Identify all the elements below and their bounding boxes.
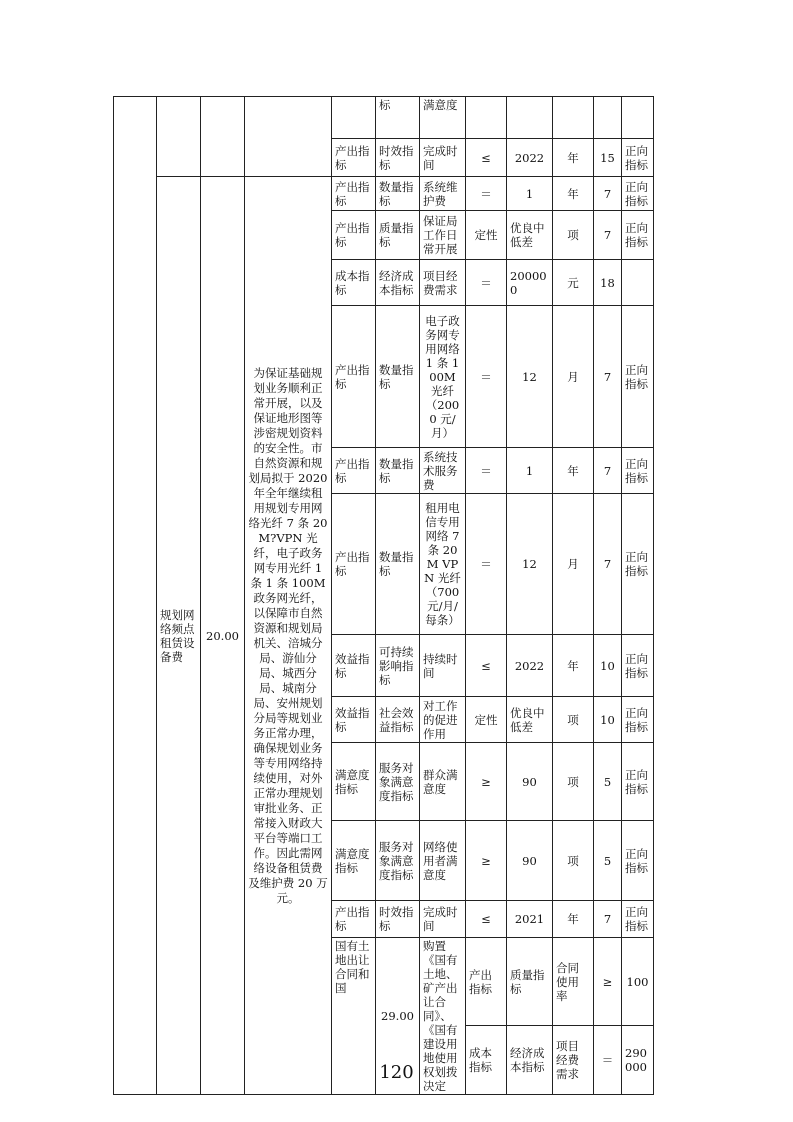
indicator-value: 2022 [507,139,553,177]
indicator-unit: 月 [553,494,594,635]
indicator-value: 2021 [507,901,553,938]
indicator-level1: 产出指标 [332,139,376,177]
indicator-value: 优良中低差 [507,211,553,260]
indicator-weight: 5 [594,821,622,901]
indicator-level1: 产出指标 [332,448,376,494]
indicator-value: 2022 [507,635,553,697]
indicator-value: 1 [507,448,553,494]
indicator-name: 合同使用率 [553,938,594,1026]
indicator-level2: 数量指标 [376,448,420,494]
indicator-level2: 质量指标 [376,211,420,260]
indicator-unit: 项 [553,821,594,901]
indicator-level1: 产出指标 [332,901,376,938]
indicator-name: 完成时间 [420,901,466,938]
page-number: 120 [379,1062,414,1083]
indicator-direction: 正向指标 [622,743,654,821]
indicator-level1: 效益指标 [332,697,376,743]
indicator-name: 网络使用者满意度 [420,821,466,901]
indicator-direction: 正向指标 [622,139,654,177]
indicator-operator: ＝ [594,1026,622,1095]
indicator-operator: 定性 [466,211,507,260]
indicator-weight: 18 [594,260,622,306]
indicator-level2: 可持续影响指标 [376,635,420,697]
indicator-level2: 数量指标 [376,177,420,211]
indicator-operator: ＝ [466,306,507,448]
indicator-name: 项目经费需求 [553,1026,594,1095]
indicator-weight: 7 [594,901,622,938]
indicator-level2: 质量指标 [507,938,553,1026]
indicator-operator: ＝ [466,260,507,306]
indicator-value: 12 [507,306,553,448]
indicator-name: 满意度 [420,97,466,139]
project-b-amount: 20.00 [201,177,245,1095]
indicator-level1: 效益指标 [332,635,376,697]
indicator-value: 90 [507,743,553,821]
performance-indicator-table [113,96,654,1095]
indicator-value [507,97,553,139]
project-c-name: 国有土地出让合同和国 [332,938,376,1095]
indicator-operator: ≥ [594,938,622,1026]
indicator-level2: 时效指标 [376,139,420,177]
project-a-name [157,97,201,177]
left-blank-cell [114,97,157,1095]
indicator-weight: 5 [594,743,622,821]
indicator-operator: ≥ [466,821,507,901]
indicator-value: 12 [507,494,553,635]
indicator-weight: 7 [594,306,622,448]
indicator-name: 系统维护费 [420,177,466,211]
indicator-direction: 正向指标 [622,494,654,635]
indicator-name: 电子政务网专用网络 1 条 100M 光纤（2000 元/月） [420,306,466,448]
indicator-name: 持续时间 [420,635,466,697]
indicator-name: 系统技术服务费 [420,448,466,494]
indicator-weight: 7 [594,211,622,260]
indicator-operator: ≤ [466,901,507,938]
indicator-unit: 年 [553,901,594,938]
indicator-level2: 经济成本指标 [507,1026,553,1095]
indicator-operator: ≤ [466,139,507,177]
indicator-name: 项目经费需求 [420,260,466,306]
indicator-level1: 产出指标 [332,494,376,635]
table-row [114,177,654,211]
indicator-level1: 产出指标 [466,938,507,1026]
indicator-direction [622,260,654,306]
indicator-unit: 项 [553,697,594,743]
indicator-direction: 正向指标 [622,211,654,260]
project-c-amount: 29.00 [376,938,420,1095]
indicator-level2: 服务对象满意度指标 [376,743,420,821]
indicator-level1: 产出指标 [332,177,376,211]
indicator-level1: 成本指标 [332,260,376,306]
indicator-operator: ≤ [466,635,507,697]
indicator-value: 1 [507,177,553,211]
project-b-name: 规划网络频点租赁设备费 [157,177,201,1095]
indicator-name: 对工作的促进作用 [420,697,466,743]
indicator-direction: 正向指标 [622,448,654,494]
indicator-level2: 社会效益指标 [376,697,420,743]
indicator-direction: 正向指标 [622,635,654,697]
indicator-unit: 项 [553,211,594,260]
indicator-level2: 数量指标 [376,306,420,448]
indicator-direction: 正向指标 [622,821,654,901]
indicator-unit: 年 [553,635,594,697]
project-b-description: 为保证基础规划业务顺利正常开展，以及保证地形图等涉密规划资料的安全性。市自然资源和规划局拟于 2020 年全年继续租用规划专用网络光纤 7 条 20M?VPN 光纤，电子政务网专用光纤 1 条 1 条 100M 政务网光纤，以保障市自然资源和规划局机关、涪城分局、游仙分局、城西分局、城南分局、安州规划分局等规划业务正常办理，确保规划业务等专用网络持续使用，对外正常办理规划审批业务、正常接入财政大平台等端口工作。因此需网络设备租赁费及维护费 20 万元。 [245,177,332,1095]
indicator-weight: 7 [594,494,622,635]
indicator-weight: 7 [594,448,622,494]
indicator-weight: 10 [594,697,622,743]
indicator-level2: 时效指标 [376,901,420,938]
indicator-level1: 成本指标 [466,1026,507,1095]
indicator-unit: 年 [553,177,594,211]
indicator-operator: ≥ [466,743,507,821]
indicator-unit: 项 [553,743,594,821]
indicator-level2: 标 [376,97,420,139]
indicator-level2: 经济成本指标 [376,260,420,306]
indicator-level1: 满意度指标 [332,743,376,821]
indicator-direction: 正向指标 [622,306,654,448]
indicator-unit: 月 [553,306,594,448]
indicator-value: 优良中低差 [507,697,553,743]
indicator-direction: 正向指标 [622,177,654,211]
project-a-description [245,97,332,177]
indicator-direction: 正向指标 [622,901,654,938]
indicator-direction: 正向指标 [622,697,654,743]
indicator-weight: 10 [594,635,622,697]
indicator-name: 保证局工作日常开展 [420,211,466,260]
indicator-weight: 15 [594,139,622,177]
indicator-weight: 7 [594,177,622,211]
indicator-name: 完成时间 [420,139,466,177]
indicator-level2: 服务对象满意度指标 [376,821,420,901]
indicator-name: 群众满意度 [420,743,466,821]
indicator-weight [594,97,622,139]
indicator-unit: 年 [553,448,594,494]
indicator-operator: ＝ [466,177,507,211]
indicator-operator [466,97,507,139]
indicator-direction [622,97,654,139]
indicator-operator: ＝ [466,448,507,494]
table-row [114,97,654,139]
project-a-amount [201,97,245,177]
indicator-operator: 定性 [466,697,507,743]
indicator-value: 100 [622,938,654,1026]
indicator-level1: 产出指标 [332,211,376,260]
indicator-value: 90 [507,821,553,901]
indicator-level1: 产出指标 [332,306,376,448]
indicator-name: 租用电信专用网络 7 条 20M VPN 光纤（700 元/月/每条） [420,494,466,635]
indicator-level1 [332,97,376,139]
project-c-description: 购置《国有土地、矿产出让合同》、《国有建设用地使用权划拨决定 [420,938,466,1095]
indicator-unit [553,97,594,139]
indicator-value: 290000 [622,1026,654,1095]
indicator-unit: 年 [553,139,594,177]
indicator-operator: ＝ [466,494,507,635]
indicator-level2: 数量指标 [376,494,420,635]
indicator-unit: 元 [553,260,594,306]
indicator-level1: 满意度指标 [332,821,376,901]
indicator-value: 200000 [507,260,553,306]
